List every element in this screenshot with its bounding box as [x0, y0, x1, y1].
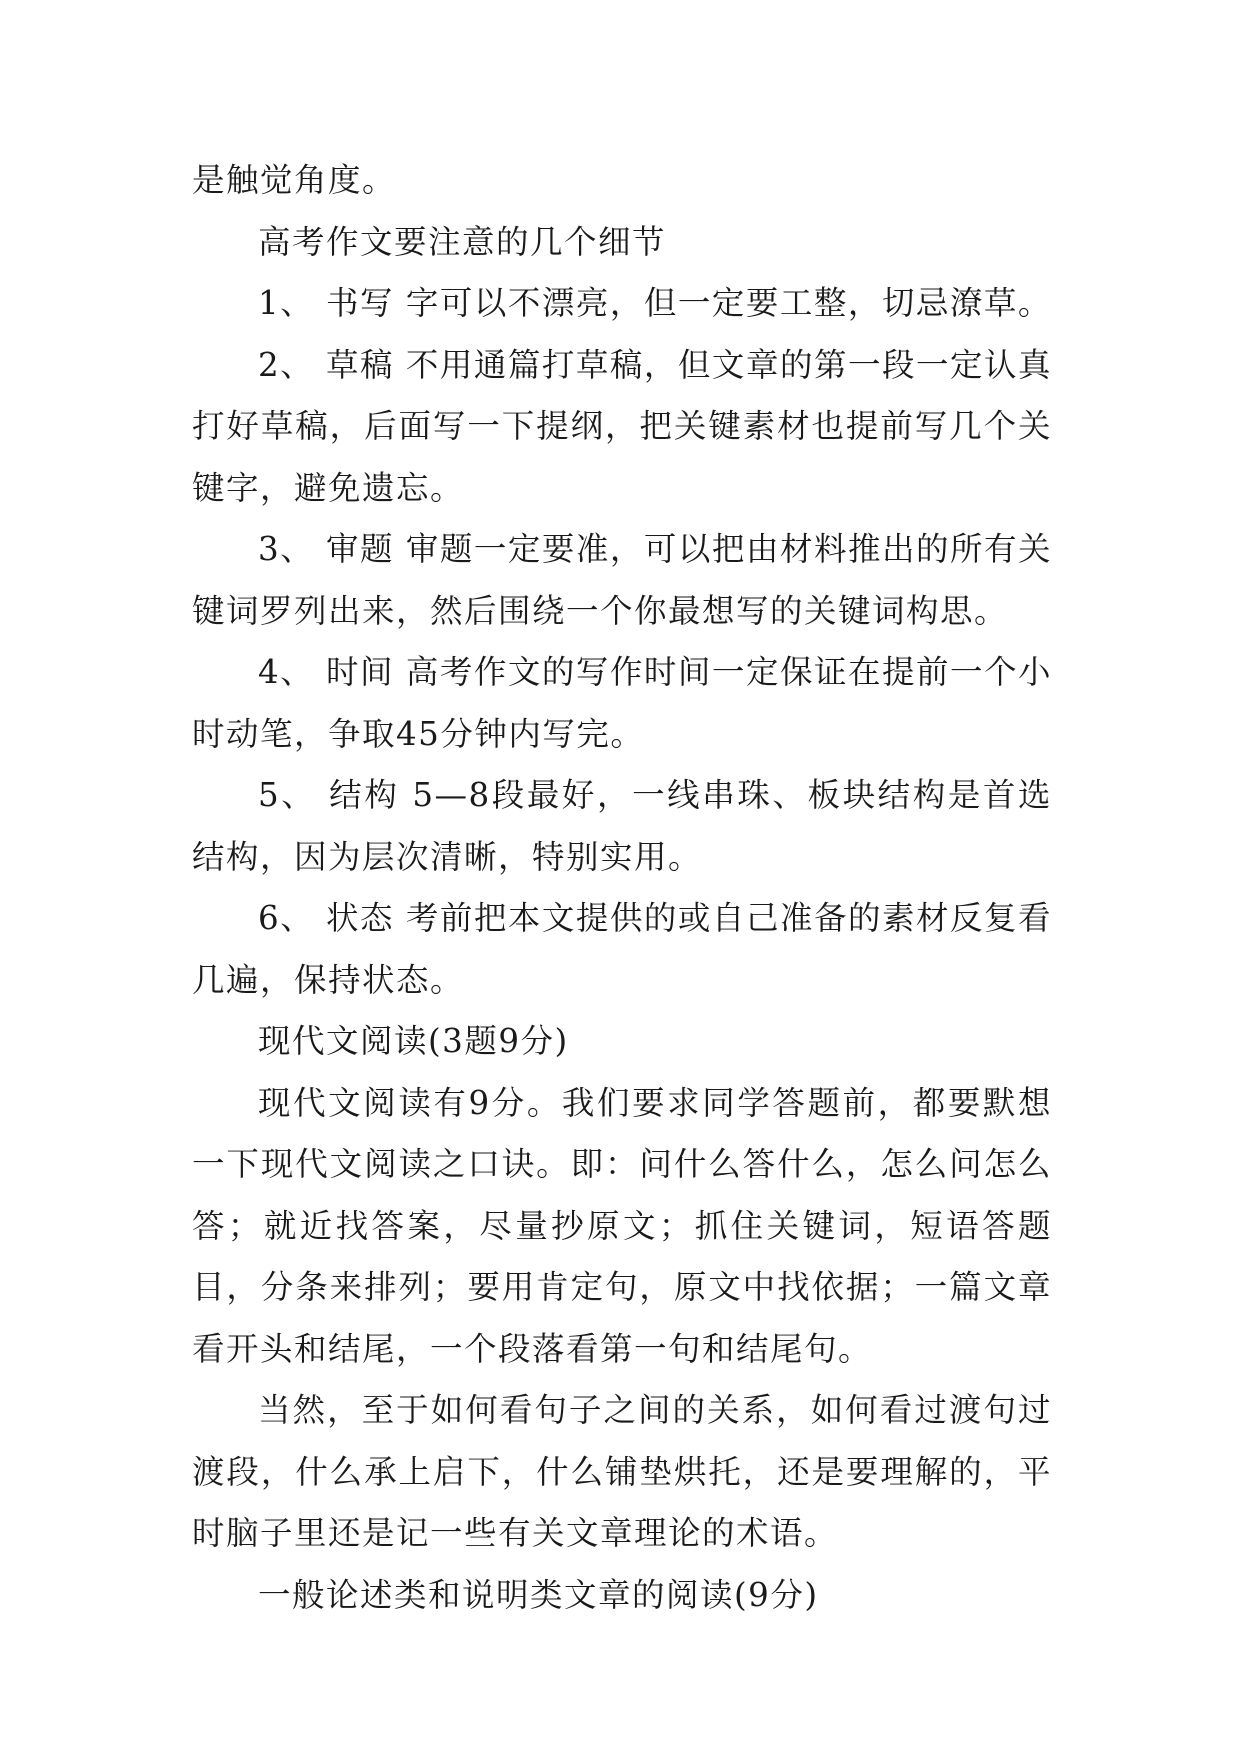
- paragraph-sentence-relations: 当然，至于如何看句子之间的关系，如何看过渡句过渡段，什么承上启下，什么铺垫烘托，还是要理解的，平时脑子里还是记一些有关文章理论的术语。: [192, 1391, 1052, 1552]
- list-item-topic-review: 3、 审题 审题一定要准，可以把由材料推出的所有关键词罗列出来，然后围绕一个你最想写的关键词构思。: [192, 530, 1052, 630]
- section-heading-argumentative-reading: 一般论述类和说明类文章的阅读(9分): [258, 1575, 819, 1614]
- list-item-structure: 5、 结构 5—8段最好，一线串珠、板块结构是首选结构，因为层次清晰，特别实用。: [192, 776, 1052, 876]
- list-item-state: 6、 状态 考前把本文提供的或自己准备的素材反复看几遍，保持状态。: [192, 899, 1052, 999]
- list-item-draft: 2、 草稿 不用通篇打草稿，但文章的第一段一定认真打好草稿，后面写一下提纲，把关键素材也提前写几个关键字，避免遗忘。: [192, 345, 1052, 507]
- document-body: [192, 150, 1052, 1626]
- list-item-time: 4、 时间 高考作文的写作时间一定保证在提前一个小时动笔，争取45分钟内写完。: [192, 653, 1052, 753]
- paragraph-reading-formula: 现代文阅读有9分。我们要求同学答题前，都要默想一下现代文阅读之口诀。即：问什么答什么，怎么问怎么答；就近找答案，尽量抄原文；抓住关键词，短语答题目，分条来排列；要用肯定句，原文中找依据；一篇文章看开头和结尾，一个段落看第一句和结尾句。: [192, 1083, 1052, 1368]
- list-item-handwriting: 1、 书写 字可以不漂亮，但一定要工整，切忌潦草。: [258, 284, 1052, 322]
- section-heading-writing-details: 高考作文要注意的几个细节: [258, 222, 667, 261]
- paragraph-continuation: 是触觉角度。: [192, 161, 397, 199]
- section-heading-modern-reading: 现代文阅读(3题9分): [258, 1022, 569, 1060]
